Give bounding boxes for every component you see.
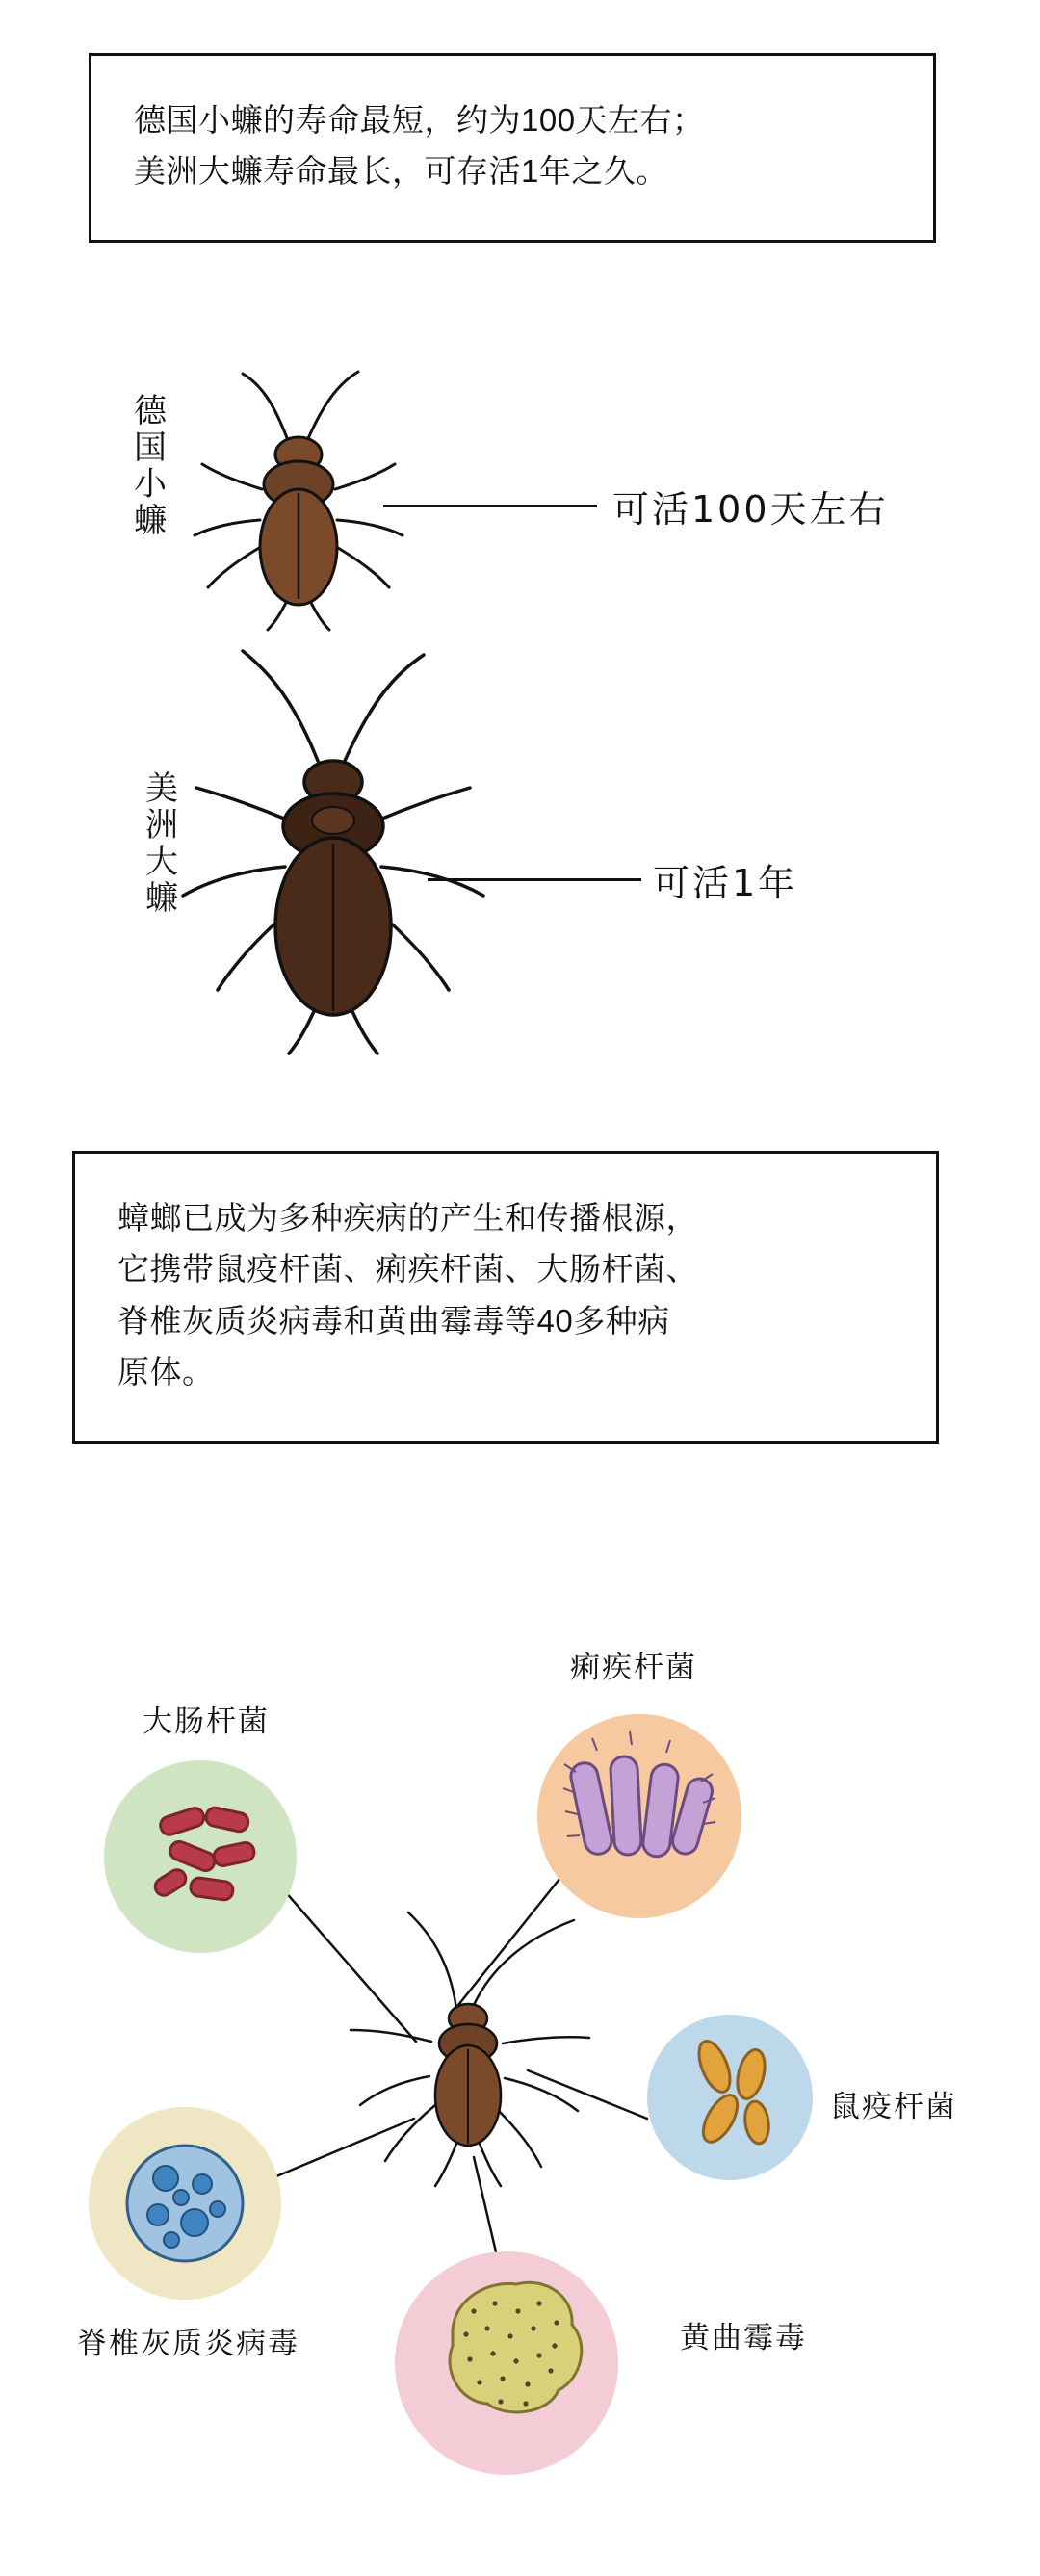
american-roach-label: 美洲大蠊: [139, 770, 178, 917]
disease-text-box: [72, 1151, 939, 1444]
bubble-shigella: [537, 1714, 741, 1918]
lifespan-text-line-2: 美洲大蠊寿命最长，可存活1年之久。: [134, 153, 668, 190]
label-polio: 脊椎灰质炎病毒: [77, 2327, 299, 2361]
bubble-ecoli: [104, 1760, 297, 1953]
label-shigella: 痢疾杆菌: [570, 1651, 697, 1685]
label-aflatoxin: 黄曲霉毒: [680, 2321, 807, 2355]
disease-text-line-1: 蟑螂已成为多种疾病的产生和传播根源，: [117, 1200, 698, 1236]
german-roach-lifespan-label: 可活100天左右: [612, 488, 889, 531]
disease-text-line-2: 它携带鼠疫杆菌、痢疾杆菌、大肠杆菌、: [117, 1251, 698, 1288]
label-ecoli: 大肠杆菌: [143, 1704, 270, 1739]
lifespan-text-box: [89, 53, 936, 243]
disease-text-line-4: 原体。: [117, 1354, 215, 1391]
lifespan-text-line-1: 德国小蠊的寿命最短，约为100天左右；: [134, 102, 705, 138]
label-plague: 鼠疫杆菌: [830, 2090, 957, 2124]
bubble-plague: [647, 2015, 813, 2180]
german-roach-label: 德国小蠊: [127, 393, 167, 539]
bubble-polio: [89, 2107, 281, 2300]
american-roach-leader-line: [428, 878, 641, 881]
bubble-aflatoxin: [395, 2251, 618, 2475]
disease-text-line-3: 脊椎灰质炎病毒和黄曲霉毒等40多种病: [117, 1302, 670, 1339]
american-roach-lifespan-label: 可活1年: [653, 862, 798, 904]
german-roach-leader-line: [383, 505, 597, 507]
